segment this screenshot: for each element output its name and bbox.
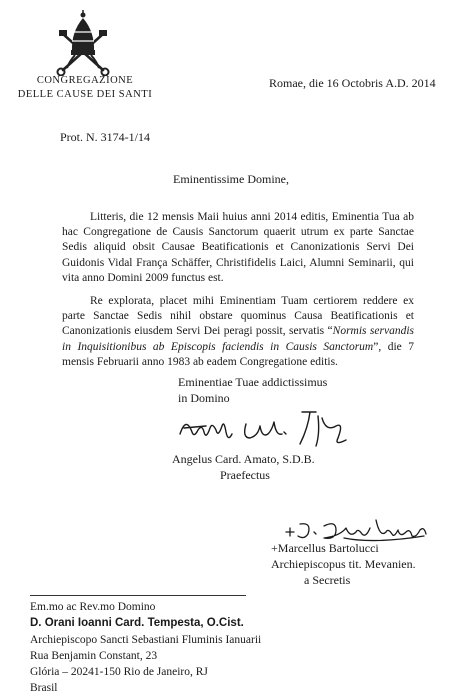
prefect-name: Angelus Card. Amato, S.D.B.: [172, 452, 315, 466]
address-line: Glória – 20241-150 Rio de Janeiro, RJ: [30, 666, 208, 678]
signature-prefect: [176, 408, 356, 450]
salutation: Eminentissime Domine,: [173, 172, 289, 186]
place-date: Romae, die 16 Octobris A.D. 2014: [269, 76, 436, 90]
address-line: Archiepiscopo Sancti Sebastiani Fluminis Ianuarii: [30, 634, 262, 646]
closing-line-2: in Domino: [178, 391, 230, 405]
body-paragraph-2: [62, 294, 414, 370]
secretary-name: +Marcellus Bartolucci: [271, 541, 379, 555]
address-line: Brasil: [30, 682, 58, 694]
papal-tiara-keys-icon: [55, 10, 111, 76]
address-line: Rua Benjamin Constant, 23: [30, 650, 158, 662]
recipient-name: D. Orani Ioanni Card. Tempesta, O.Cist.: [30, 617, 244, 629]
secretary-role: a Secretis: [304, 573, 351, 587]
protocol-number: Prot. N. 3174-1/14: [60, 130, 150, 144]
body-paragraph-1: Litteris, die 12 mensis Maii huius anni 2014 editis, Eminentia Tua ab hac Congregatione de Causis Sanctorum quaerit utrum ex parte Sanctae Sedis aliquid obsit Causae Beatificationis et Canonizationis Servi Dei Guidonis Vidal França Schäffer, Christifidelis Laici, Alumni Seminarii, qui vita anno Domini 2009 functus est.: [62, 211, 414, 284]
prefect-title: Praefectus: [220, 468, 270, 482]
norms-title: Normis servandis in Inquisitionibus ab Episcopis faciendis in Causis Sanctorum: [62, 325, 415, 353]
paragraph2-text-before: Re explorata, placet mihi Eminentiam Tuam certiorem reddere ex parte Sanctae Sedis nihil obstare quominus Causa Beatificationis et Canonizationis eiusdem Servi Dei peragi possit, servatis “: [62, 295, 414, 338]
secretary-title: Archiepiscopus tit. Mevanien.: [271, 557, 416, 571]
congregation-name-line2: DELLE CAUSE DEI SANTI: [17, 89, 153, 100]
paragraph2-text-after: ”, die 7 mensis Februarii anno 1983 ab eadem Congregatione editis.: [62, 340, 414, 368]
address-divider: [30, 595, 246, 596]
congregation-name-line1: CONGREGAZIONE: [36, 75, 134, 86]
signature-secretary: [284, 514, 434, 544]
address-line: Em.mo ac Rev.mo Domino: [30, 601, 156, 613]
closing-line-1: Eminentiae Tuae addictissimus: [178, 375, 328, 389]
